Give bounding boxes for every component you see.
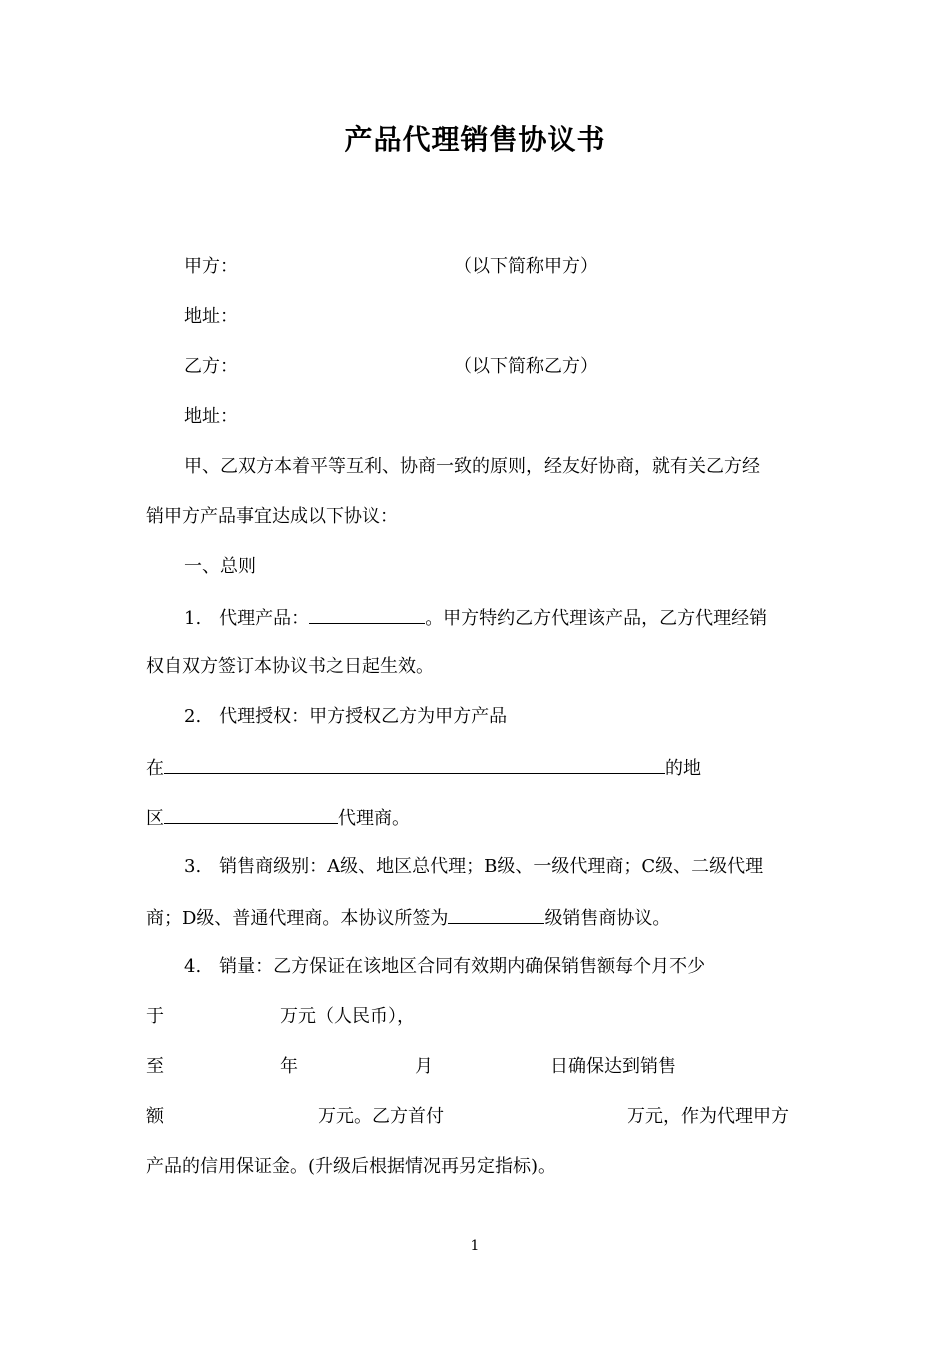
item-1-line-2: 权自双方签订本协议书之日起生效。 <box>146 656 434 677</box>
item-1-label: 1. 代理产品： <box>184 608 310 629</box>
item-2-prefix: 在 <box>146 758 164 779</box>
item-4-line-1: 4. 销量：乙方保证在该地区合同有效期内确保销售额每个月不少 <box>184 956 706 977</box>
item-4-day-target: 日确保达到销售 <box>550 1056 676 1077</box>
document-title: 产品代理销售协议书 <box>344 123 606 156</box>
item-4-year: 年 <box>280 1056 298 1077</box>
page-number: 1 <box>470 1238 480 1254</box>
item-4-first-payment: 万元。乙方首付 <box>318 1106 444 1127</box>
item-3-line-1: 3. 销售商级别：A级、地区总代理；B级、一级代理商；C级、二级代理 <box>184 856 764 877</box>
item-2-line-2 <box>146 755 701 781</box>
item-2-region-prefix: 区 <box>146 808 164 829</box>
agent-type-blank <box>164 805 338 824</box>
party-b-note: （以下简称乙方） <box>454 356 598 377</box>
item-4-month: 月 <box>415 1056 433 1077</box>
item-2-suffix: 的地 <box>665 758 701 779</box>
party-b-address-label: 地址： <box>184 406 238 427</box>
region-blank <box>164 755 665 774</box>
item-4-line-last: 产品的信用保证金。(升级后根据情况再另定指标)。 <box>146 1156 557 1177</box>
party-b-label: 乙方： <box>184 356 238 377</box>
item-3-text: 商；D级、普通代理商。本协议所签为 <box>146 908 449 929</box>
item-4-zhi: 至 <box>146 1056 164 1077</box>
party-a-note: （以下简称甲方） <box>454 256 598 277</box>
item-2-line-3 <box>146 805 410 831</box>
item-4-deposit: 万元，作为代理甲方 <box>627 1106 789 1127</box>
party-a-label: 甲方： <box>184 256 238 277</box>
item-1-line-1 <box>184 605 767 631</box>
item-4-monthly-amount: 万元（人民币）， <box>280 1006 415 1027</box>
section-heading-general: 一、总则 <box>184 556 256 577</box>
intro-paragraph-line-1: 甲、乙双方本着平等互利、协商一致的原则，经友好协商，就有关乙方经 <box>184 456 760 477</box>
item-3-suffix: 级销售商协议。 <box>544 908 671 929</box>
item-3-line-2 <box>146 905 670 931</box>
item-1-text: 。甲方特约乙方代理该产品，乙方代理经销 <box>425 608 768 629</box>
item-2-line-1: 2. 代理授权：甲方授权乙方为甲方产品 <box>184 706 508 727</box>
item-2-region-suffix: 代理商。 <box>338 808 410 829</box>
party-a-address-label: 地址： <box>184 306 238 327</box>
item-4-yu: 于 <box>146 1006 164 1027</box>
product-blank <box>309 605 425 624</box>
item-4-e: 额 <box>146 1106 164 1127</box>
level-blank <box>448 905 544 924</box>
intro-paragraph-line-2: 销甲方产品事宜达成以下协议： <box>146 506 398 527</box>
